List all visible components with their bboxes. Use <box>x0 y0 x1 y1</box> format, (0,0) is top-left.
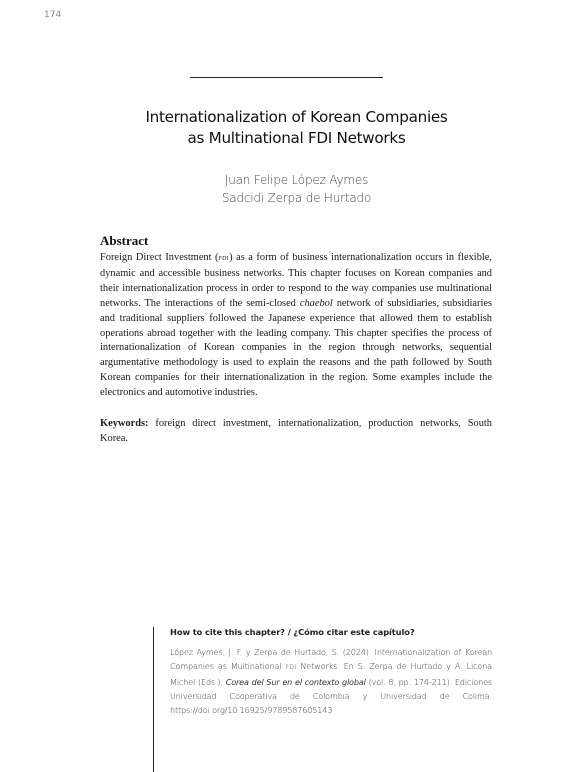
chapter-title-line-2: as Multinational FDI Networks <box>187 129 406 147</box>
author-name: Sadcidi Zerpa de Hurtado <box>221 190 372 205</box>
citation-text-part: (vol. 8, pp. 174-211). Ediciones Universidad Cooperativa de Colombia y Universidad de Colima. https://doi.org/10.16925/9789587605143 <box>170 677 493 715</box>
citation-text-part: López Aymes, J. F. y Zerpa de Hurtado, S. (2024). Internationalization of Korean Companies as Multinational <box>170 647 492 671</box>
abstract-italic-term: chaebol <box>299 297 333 309</box>
citation-rule <box>153 627 154 772</box>
abstract-heading: Abstract <box>100 233 149 248</box>
citation-italic-title: Corea del Sur en el contexto global <box>225 677 366 687</box>
author-name: Juan Felipe López Aymes <box>224 173 369 187</box>
chapter-title <box>60 107 533 149</box>
abstract-text-part: Foreign Direct Investment ( <box>100 252 219 263</box>
abstract-text-part: ) as a form of business internationalization occurs in flexible, dynamic and accessible business networks. This chapter focuses on Korean companies and their internationalization process in order to respond to the way companies use multinational networks. The interactions of the semi-closed <box>100 252 492 309</box>
keywords <box>100 417 492 447</box>
citation-heading: How to cite this chapter? / ¿Cómo citar este capítulo? <box>170 627 415 637</box>
page-number: 174 <box>44 10 62 20</box>
citation-abbreviation: FDI <box>285 664 297 671</box>
abstract-text-part: network of subsidiaries, subsidiaries and traditional suppliers followed the Japanese experience that allowed them to establish operations abroad together with the leading company. This chapter specifies the process of internationalization of Korean companies in the region through networks, sequential argumentative methodology is used to explain the reasons and the path followed by South Korean companies for their internationalization in the region. Some examples include the electronics and automotive industries. <box>100 297 492 399</box>
abstract-abbreviation: FDI <box>218 256 230 262</box>
title-divider <box>190 77 383 78</box>
citation-text-part: Networks. En S. Zerpa de Hurtado y A. Licona Michel (Eds.), <box>170 661 492 687</box>
keywords-label: Keywords: <box>100 418 149 429</box>
author-list <box>60 172 533 207</box>
keywords-text: foreign direct investment, internationalization, production networks, South Korea. <box>100 418 492 444</box>
abstract-text <box>100 251 492 401</box>
chapter-title-line-1: Internationalization of Korean Companies <box>145 108 448 126</box>
citation-text <box>170 645 492 717</box>
